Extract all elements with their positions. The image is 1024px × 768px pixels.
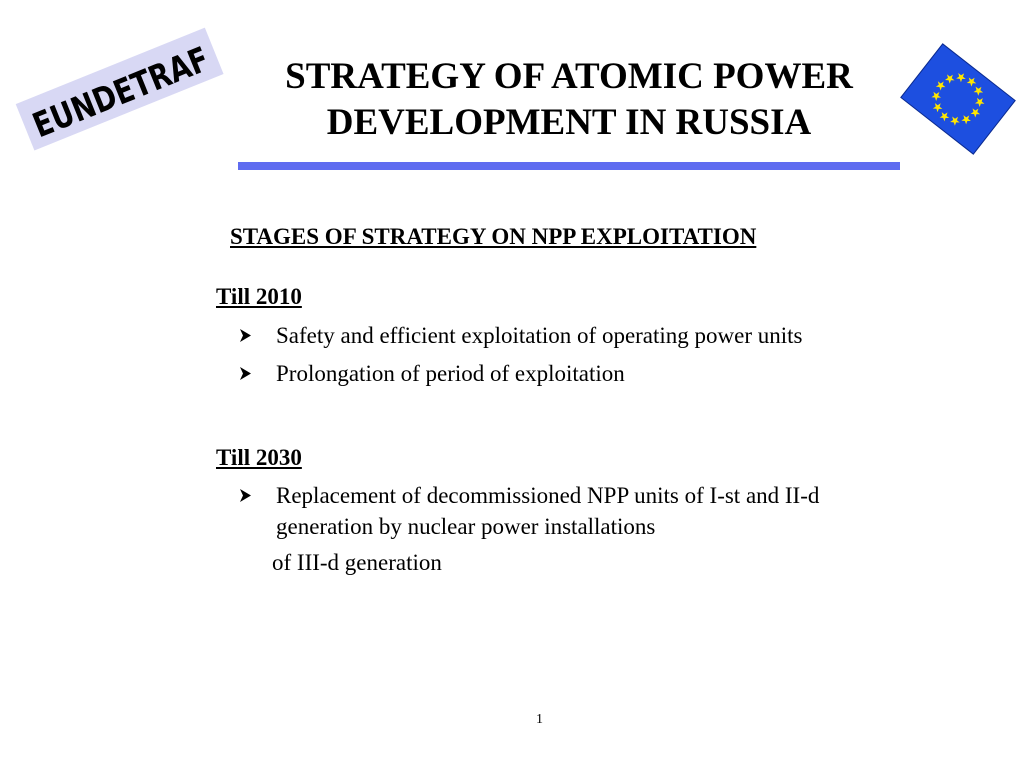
- list-item: [236, 320, 876, 351]
- title-line-1: STRATEGY OF ATOMIC POWER: [285, 56, 853, 97]
- list-item: [236, 480, 876, 542]
- title-underline-rule: [238, 162, 900, 170]
- eundetraf-logo: [10, 23, 256, 148]
- bullet-text: Replacement of decommissioned NPP units of I-st and II-d generation by nuclear power installations: [276, 483, 820, 539]
- stage-2010-bullet-list: [236, 320, 876, 396]
- arrow-bullet-icon: [236, 320, 256, 351]
- arrow-bullet-icon: [236, 358, 256, 389]
- bullet-continuation-text: of III-d generation: [272, 550, 442, 575]
- bullet-text: Safety and efficient exploitation of operating power units: [276, 323, 803, 348]
- bullet-text: Prolongation of period of exploitation: [276, 361, 625, 386]
- stage-heading-2030: Till 2030: [216, 445, 302, 470]
- arrow-bullet-icon: [236, 480, 256, 511]
- title-line-2: DEVELOPMENT IN RUSSIA: [326, 102, 812, 143]
- list-item: [236, 358, 876, 389]
- stage-2030-bullet-list: [236, 480, 876, 549]
- eu-flag-icon: [898, 40, 1018, 158]
- stage-heading-2010: Till 2010: [216, 284, 302, 309]
- page-title: [238, 54, 900, 146]
- section-subtitle: STAGES OF STRATEGY ON NPP EXPLOITATION: [230, 224, 757, 249]
- logo-text: EUNDETRAF: [27, 23, 256, 147]
- page-number: 1: [536, 712, 543, 727]
